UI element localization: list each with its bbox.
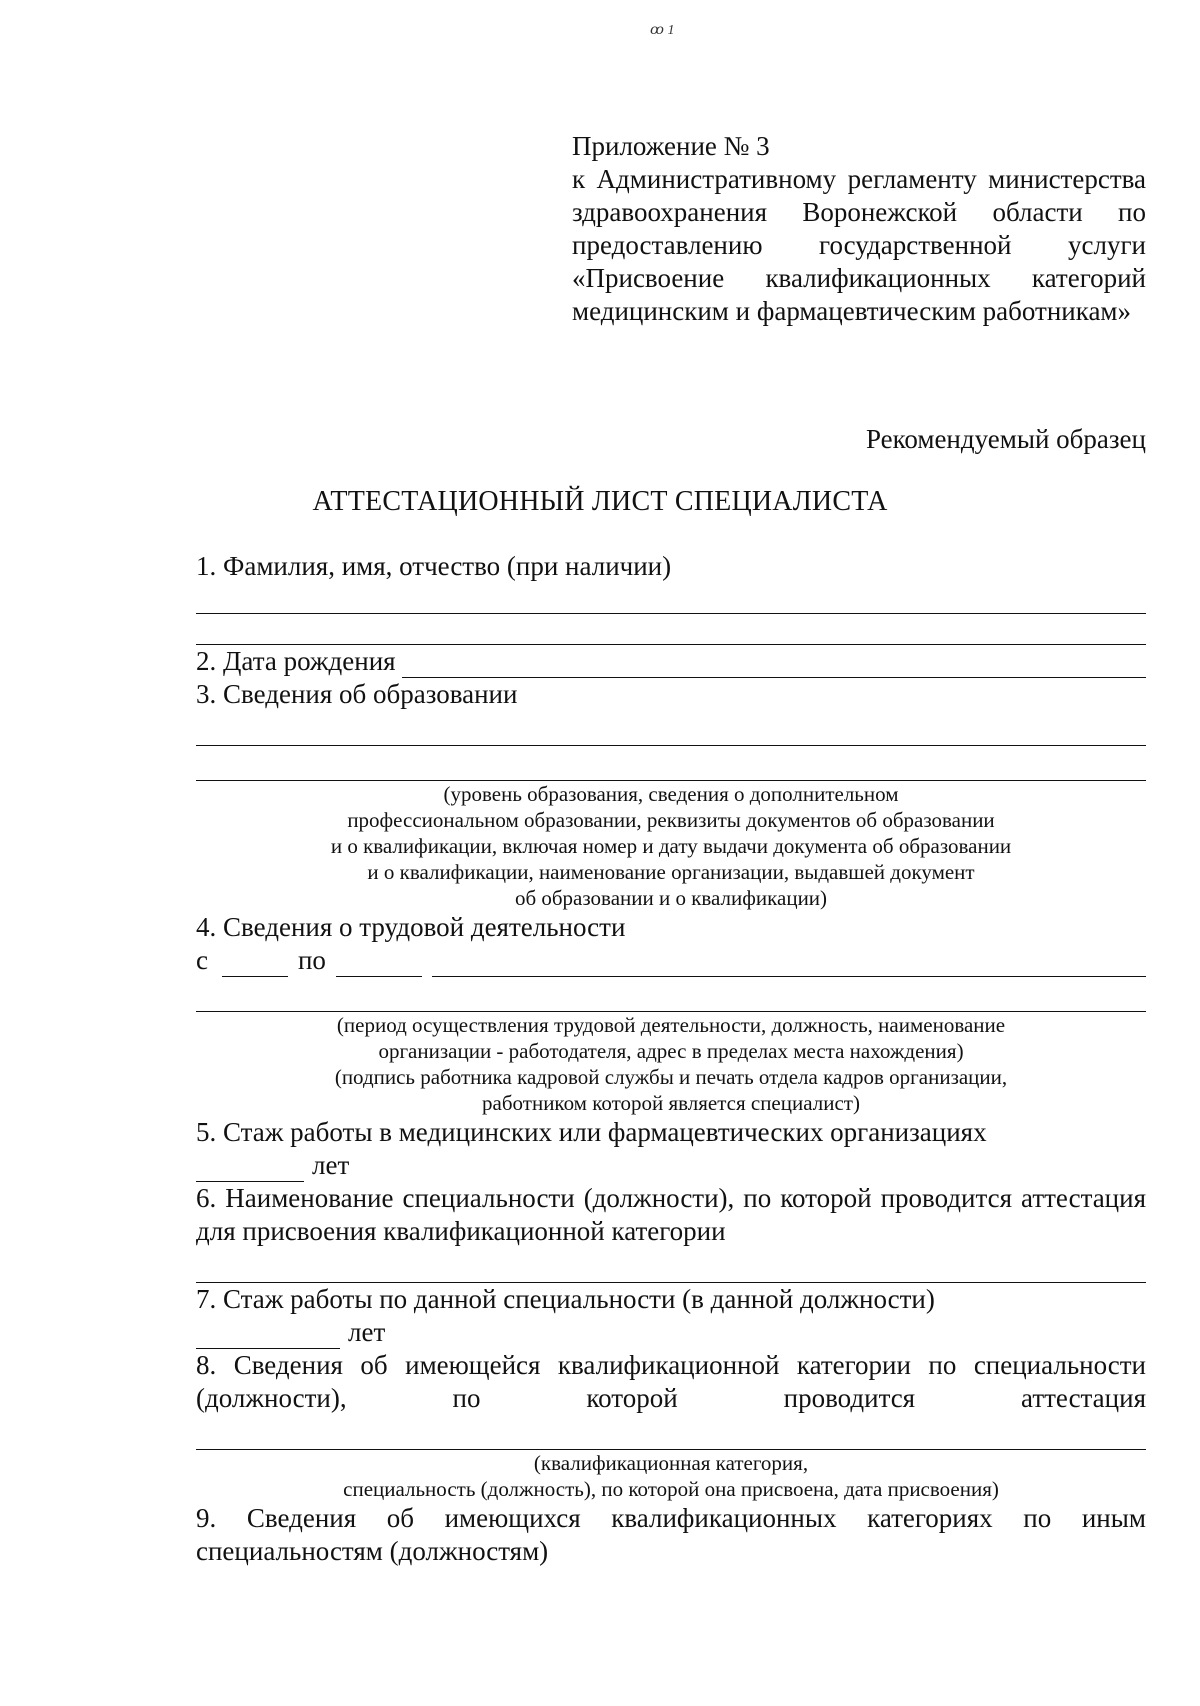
caption-line: работником которой является специалист) [482, 1091, 860, 1115]
caption-line: об образовании и о квалификации) [514, 886, 828, 910]
document-title: АТТЕСТАЦИОННЫЙ ЛИСТ СПЕЦИАЛИСТА [312, 486, 888, 517]
field-7-label: 7. Стаж работы по данной специальности (в данной должности) [196, 1284, 935, 1314]
field-5-unit: лет [312, 1150, 350, 1180]
caption-line: (подпись работника кадровой службы и печать отдела кадров организации, [334, 1065, 1008, 1089]
caption-line: профессиональном образовании, реквизиты документов об образовании [347, 808, 995, 832]
field-5-years-line[interactable] [196, 1155, 304, 1182]
field-4-to-line[interactable] [336, 950, 422, 977]
field-5-row [196, 1149, 1146, 1182]
field-5-label: 5. Стаж работы в медицинских или фармацевтических организациях [196, 1117, 987, 1147]
caption-line: (квалификационная категория, [533, 1451, 809, 1475]
field-3-line-1[interactable] [196, 711, 1146, 746]
field-8-line[interactable] [196, 1415, 1146, 1450]
field-4-from-label: с [196, 945, 208, 975]
sample-label: Рекомендуемый образец [865, 424, 1146, 454]
field-1-line-2[interactable] [196, 614, 1146, 645]
field-8-label: 8. Сведения об имеющейся квалификационной категории по специальности (должности), по которой проводится аттестация [196, 1350, 1146, 1413]
field-8-caption [196, 1450, 1146, 1502]
field-7-years-line[interactable] [196, 1322, 340, 1349]
field-4-to-label: по [297, 945, 326, 975]
scan-mark: ꝏ 1 [650, 23, 675, 38]
caption-line: и о квалификации, включая номер и дату выдачи документа об образовании [330, 834, 1012, 858]
appendix-text: к Административному регламенту министерства здравоохранения Воронежской области по предоставлению государственной услуги «Присвоение квалификационных категорий медицинским и фармацевтическим работникам» [572, 164, 1146, 326]
field-1-label: 1. Фамилия, имя, отчество (при наличии) [196, 551, 672, 581]
field-4-caption [196, 1012, 1146, 1116]
caption-line: и о квалификации, наименование организации, выдавшей документ [367, 860, 975, 884]
field-4-period-row [196, 944, 1146, 977]
caption-line: (период осуществления трудовой деятельности, должность, наименование [336, 1013, 1006, 1037]
caption-line: (уровень образования, сведения о дополнительном [443, 782, 899, 806]
field-2-label: 2. Дата рождения [196, 646, 396, 676]
appendix-title: Приложение № 3 [572, 131, 770, 161]
field-4-label: 4. Сведения о трудовой деятельности [196, 912, 626, 942]
form-content [196, 550, 1146, 1568]
field-6-line[interactable] [196, 1248, 1146, 1283]
field-7-row [196, 1316, 1146, 1349]
caption-line: специальность (должность), по которой она присвоена, дата присвоения) [343, 1477, 999, 1501]
field-1-line-1[interactable] [196, 583, 1146, 614]
field-2-line[interactable] [402, 651, 1146, 678]
field-4-position-line[interactable] [432, 950, 1146, 977]
field-4-from-line[interactable] [222, 950, 288, 977]
appendix-block [572, 130, 1146, 328]
field-3-label: 3. Сведения об образовании [196, 679, 518, 709]
caption-line: организации - работодателя, адрес в пределах места нахождения) [378, 1039, 964, 1063]
field-6-label: 6. Наименование специальности (должности), по которой проводится аттестация для присвоения квалификационной категории [196, 1183, 1146, 1246]
field-3-line-2[interactable] [196, 746, 1146, 781]
field-2-row [196, 645, 1146, 678]
field-7-unit: лет [348, 1317, 386, 1347]
field-4-line-2[interactable] [196, 977, 1146, 1012]
field-3-caption [196, 781, 1146, 911]
field-9-label: 9. Сведения об имеющихся квалификационных категориях по иным специальностям (должностям) [196, 1503, 1146, 1566]
